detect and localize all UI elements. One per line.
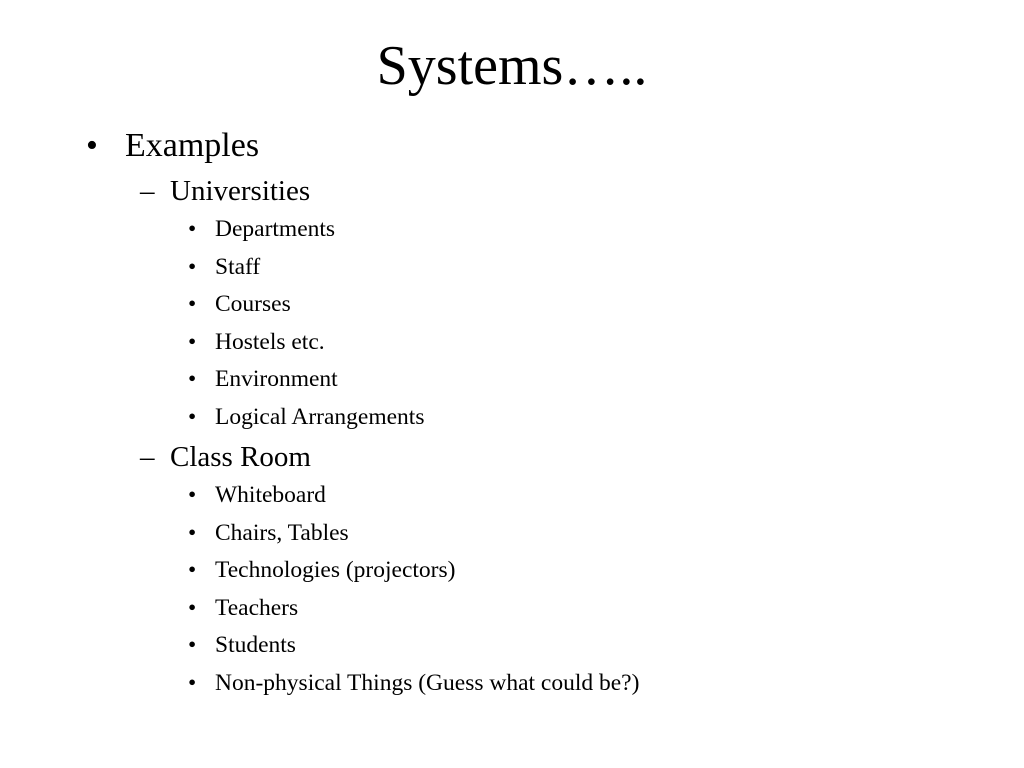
list-item-label: Staff bbox=[215, 253, 261, 280]
list-item-label: Students bbox=[215, 632, 296, 658]
list-item-label: Non-physical Things (Guess what could be?) bbox=[215, 669, 640, 696]
bullet-dot-icon: • bbox=[188, 291, 197, 317]
list-item bbox=[0, 286, 1024, 324]
list-item-label: Examples bbox=[125, 127, 260, 164]
list-item-label: Environment bbox=[215, 366, 338, 392]
list-item bbox=[0, 590, 1024, 628]
list-item bbox=[0, 665, 1024, 703]
list-item bbox=[0, 399, 1024, 437]
list-item bbox=[0, 515, 1024, 553]
dash-bullet-icon: – bbox=[140, 175, 155, 207]
bullet-dot-icon: • bbox=[188, 519, 197, 546]
list-item-universities bbox=[0, 171, 1024, 211]
bullet-dot-icon: • bbox=[188, 253, 197, 280]
list-item-label: Technologies (projectors) bbox=[215, 557, 456, 583]
bullet-dot-icon: • bbox=[188, 669, 197, 696]
slide-title: Systems….. bbox=[376, 35, 648, 97]
bullet-dot-icon: • bbox=[188, 594, 197, 621]
list-item-class-room bbox=[0, 437, 1024, 477]
bullet-dot-icon: • bbox=[188, 482, 197, 508]
list-item-label: Logical Arrangements bbox=[215, 403, 425, 430]
bullet-dot-icon: • bbox=[188, 557, 197, 583]
bullet-dot-icon: • bbox=[188, 216, 197, 242]
list-item-label: Class Room bbox=[170, 441, 311, 473]
dash-bullet-icon: – bbox=[140, 441, 155, 473]
list-item-label: Courses bbox=[215, 291, 291, 317]
list-item bbox=[0, 249, 1024, 287]
bullet-list bbox=[0, 124, 1024, 702]
list-item bbox=[0, 211, 1024, 249]
list-item-label: Departments bbox=[215, 216, 336, 242]
bullet-dot-icon: • bbox=[188, 632, 197, 658]
list-item-label: Universities bbox=[170, 175, 311, 207]
list-item-label: Hostels etc. bbox=[215, 328, 325, 355]
list-item-label: Chairs, Tables bbox=[215, 519, 349, 546]
list-item-label: Whiteboard bbox=[215, 482, 326, 508]
list-item bbox=[0, 361, 1024, 399]
list-item bbox=[0, 324, 1024, 362]
bullet-dot-icon: • bbox=[86, 127, 98, 164]
list-item-label: Teachers bbox=[215, 594, 299, 621]
list-item bbox=[0, 477, 1024, 515]
list-item bbox=[0, 627, 1024, 665]
bullet-dot-icon: • bbox=[188, 366, 197, 392]
bullet-dot-icon: • bbox=[188, 328, 197, 355]
bullet-dot-icon: • bbox=[188, 403, 197, 430]
list-item-examples bbox=[0, 124, 1024, 168]
list-item bbox=[0, 552, 1024, 590]
